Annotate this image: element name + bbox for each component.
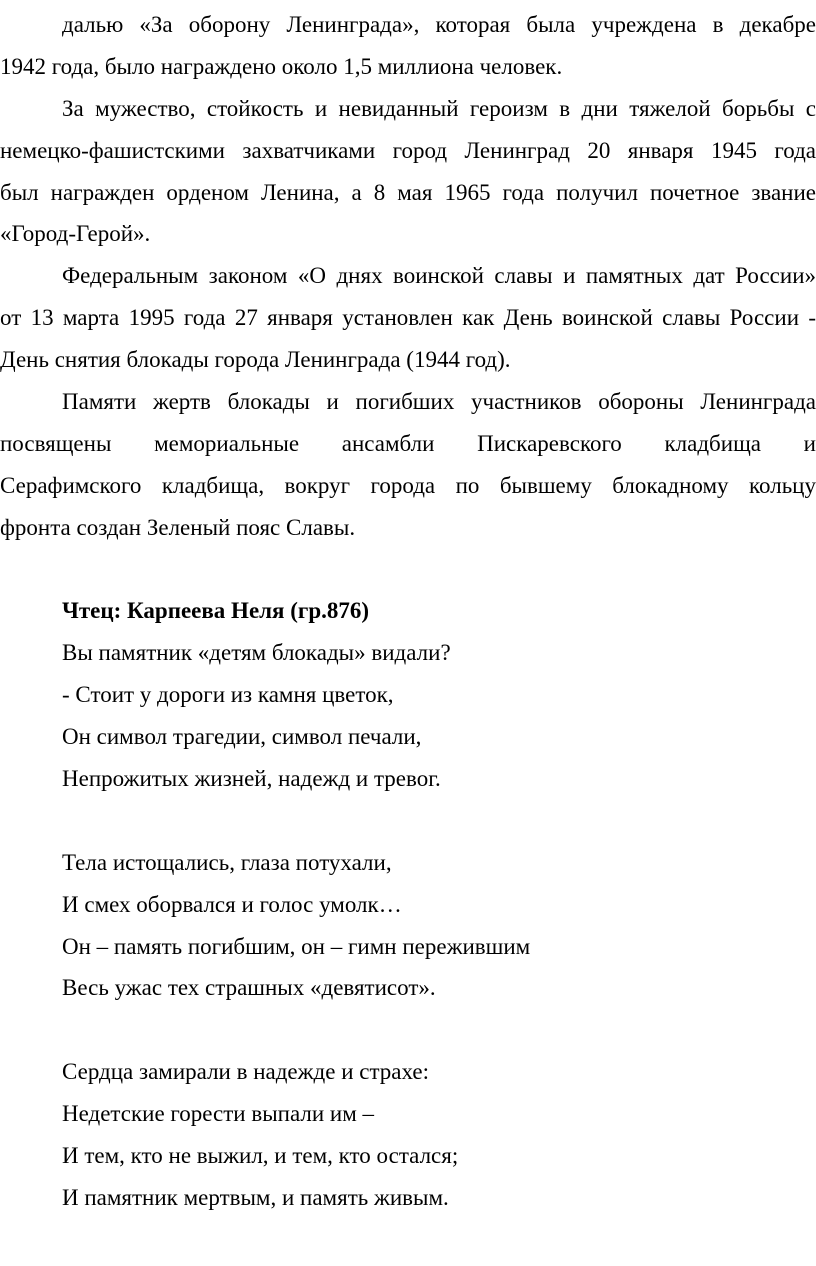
poem-line: Он – память погибшим, он – гимн пережившим: [62, 933, 531, 959]
paragraph-line: немецко-фашистскими захватчиками город Ленинград 20 января 1945 года: [0, 137, 816, 163]
poem-stanza: [0, 1051, 816, 1219]
poem-section: [0, 632, 816, 1218]
prose-section: [0, 4, 816, 549]
paragraph-line: Памяти жертв блокады и погибших участников обороны Ленинграда: [62, 389, 816, 415]
poem-line: И памятник мертвым, и память живым.: [62, 1184, 449, 1210]
paragraph-line: 1942 года, было награждено около 1,5 миллиона человек.: [0, 53, 563, 79]
poem-line: И смех оборвался и голос умолк…: [62, 891, 402, 917]
paragraph-line: Федеральным законом «О днях воинской славы и памятных дат России»: [62, 263, 816, 289]
poem-line: Сердца замирали в надежде и страхе:: [62, 1059, 430, 1085]
paragraph-line: был награжден орденом Ленина, а 8 мая 1965 года получил почетное звание: [0, 179, 816, 205]
poem-line: Непрожитых жизней, надежд и тревог.: [62, 766, 441, 792]
reader-heading: Чтец: Карпеева Неля (гр.876): [62, 598, 370, 624]
paragraph-line: далью «За оборону Ленинграда», которая была учреждена в декабре: [62, 12, 816, 37]
poem-line: Весь ужас тех страшных «девятисот».: [62, 975, 436, 1001]
paragraph-line: За мужество, стойкость и невиданный героизм в дни тяжелой борьбы с: [62, 95, 816, 121]
poem-line: Тела истощались, глаза потухали,: [62, 849, 392, 875]
poem-line: И тем, кто не выжил, и тем, кто остался;: [62, 1143, 459, 1169]
poem-stanza: [0, 842, 816, 1010]
poem-line: Он символ трагедии, символ печали,: [62, 724, 422, 750]
poem-line: Недетские горести выпали им –: [62, 1101, 375, 1127]
paragraph-line: фронта создан Зеленый пояс Славы.: [0, 514, 356, 540]
paragraph: [0, 4, 816, 88]
paragraph-line: Серафимского кладбища, вокруг города по бывшему блокадному кольцу: [0, 472, 816, 498]
poem-line: Вы памятник «детям блокады» видали?: [62, 640, 451, 666]
paragraph-line: День снятия блокады города Ленинграда (1944 год).: [0, 347, 511, 373]
paragraph: [0, 88, 816, 256]
paragraph-line: «Город-Герой».: [0, 221, 151, 247]
document-page: [0, 4, 816, 1219]
paragraph-line: посвящены мемориальные ансамбли Пискаревского кладбища и: [0, 430, 816, 456]
paragraph: [0, 255, 816, 381]
poem-line: - Стоит у дороги из камня цветок,: [62, 682, 394, 708]
poem-stanza: [0, 632, 816, 800]
paragraph: [0, 381, 816, 549]
paragraph-line: от 13 марта 1995 года 27 января установлен как День воинской славы России -: [0, 305, 816, 331]
